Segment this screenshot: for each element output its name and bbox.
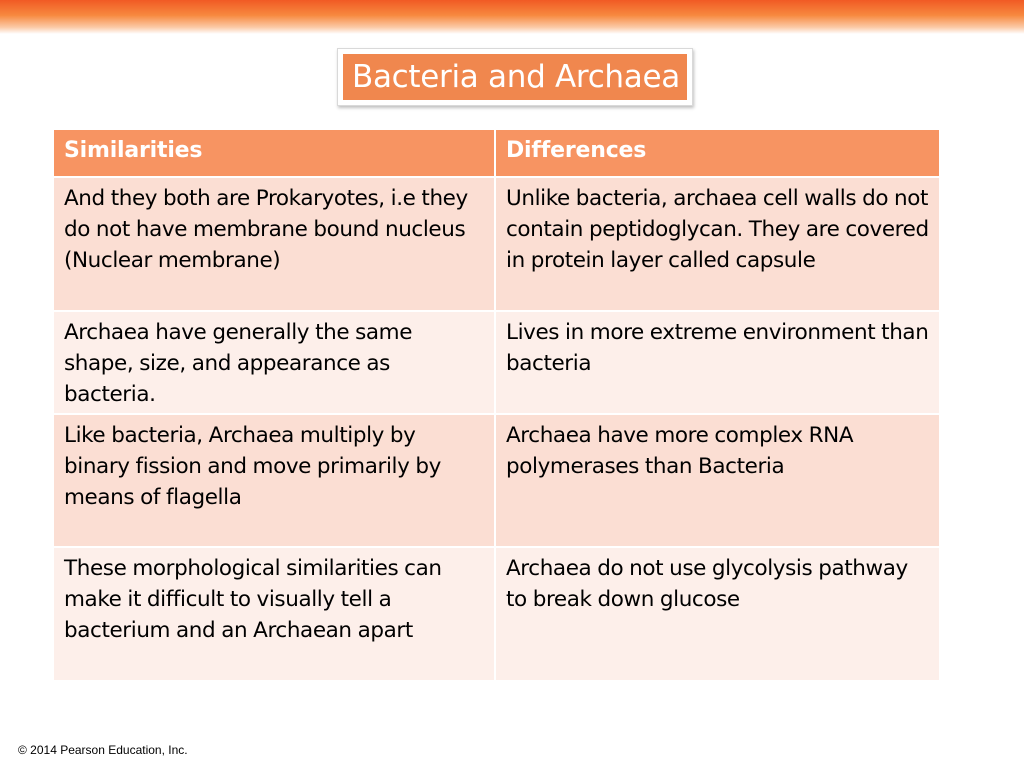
- slide-title: Bacteria and Archaea: [343, 54, 687, 100]
- similarity-cell: And they both are Prokaryotes, i.e they do not have membrane bound nucleus (Nuclear membrane): [53, 177, 495, 311]
- similarity-cell: These morphological similarities can make it difficult to visually tell a bacterium and an Archaean apart: [53, 547, 495, 681]
- table-row: [53, 414, 940, 547]
- top-accent-bar: [0, 0, 1024, 34]
- title-box: [337, 48, 693, 106]
- table-header-row: [53, 129, 940, 177]
- header-similarities: Similarities: [53, 129, 495, 177]
- similarity-cell: Like bacteria, Archaea multiply by binary fission and move primarily by means of flagella: [53, 414, 495, 547]
- table-row: [53, 547, 940, 681]
- comparison-table: [52, 128, 941, 682]
- table-row: [53, 311, 940, 414]
- difference-cell: Archaea have more complex RNA polymerases than Bacteria: [495, 414, 940, 547]
- difference-cell: Unlike bacteria, archaea cell walls do not contain peptidoglycan. They are covered in protein layer called capsule: [495, 177, 940, 311]
- table-row: [53, 177, 940, 311]
- similarity-cell: Archaea have generally the same shape, size, and appearance as bacteria.: [53, 311, 495, 414]
- difference-cell: Lives in more extreme environment than bacteria: [495, 311, 940, 414]
- header-differences: Differences: [495, 129, 940, 177]
- difference-cell: Archaea do not use glycolysis pathway to break down glucose: [495, 547, 940, 681]
- copyright-notice: © 2014 Pearson Education, Inc.: [18, 743, 188, 757]
